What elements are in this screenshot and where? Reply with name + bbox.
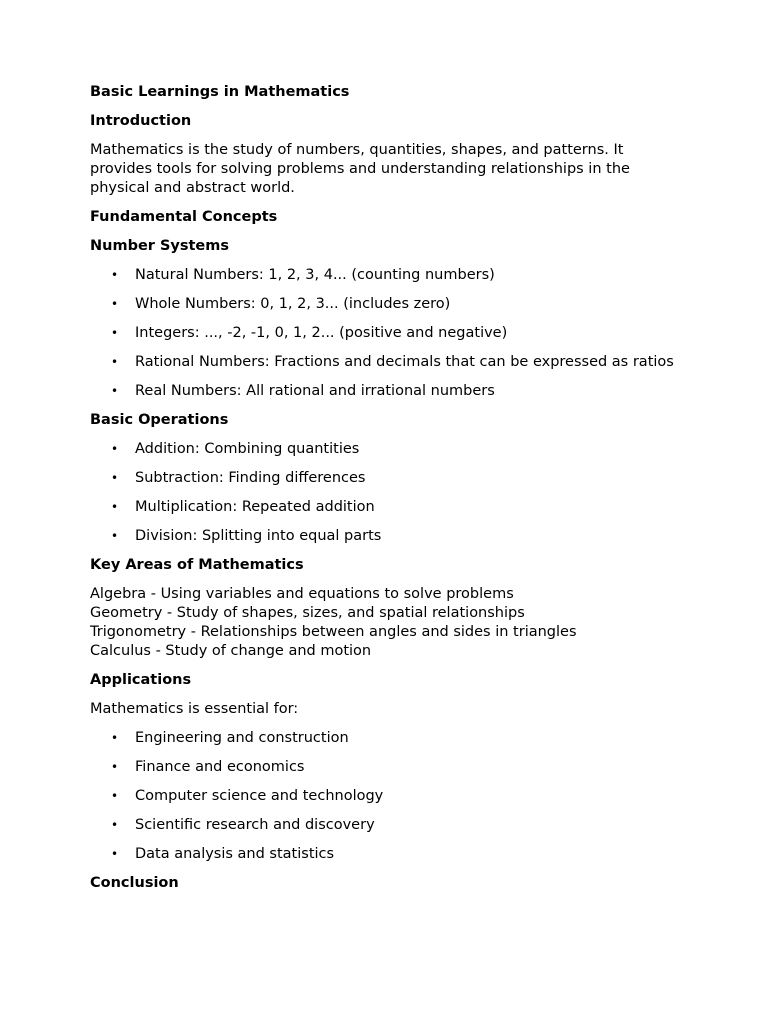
list-item-text: Engineering and construction — [135, 730, 349, 746]
key-areas-heading: Key Areas of Mathematics — [90, 557, 304, 573]
number-systems-list — [90, 266, 680, 401]
list-item-text: Multiplication: Repeated addition — [135, 499, 375, 515]
list-item-text: Finance and economics — [135, 759, 305, 775]
bullet-icon: • — [111, 471, 119, 485]
document-page — [90, 83, 680, 903]
list-item-text: Scientific research and discovery — [135, 817, 375, 833]
bullet-icon: • — [111, 384, 119, 398]
bullet-icon: • — [111, 818, 119, 832]
list-item-text: Real Numbers: All rational and irrational numbers — [135, 383, 495, 399]
key-areas-block — [90, 585, 680, 661]
fundamental-concepts-heading: Fundamental Concepts — [90, 209, 278, 225]
bullet-icon: • — [111, 847, 119, 861]
applications-heading: Applications — [90, 672, 192, 688]
introduction-heading: Introduction — [90, 113, 192, 129]
list-item — [90, 816, 680, 835]
applications-list — [90, 729, 680, 864]
bullet-icon: • — [111, 500, 119, 514]
list-item-text: Addition: Combining quantities — [135, 441, 360, 457]
key-area-line: Algebra - Using variables and equations to solve problems — [90, 586, 514, 602]
introduction-paragraph: Mathematics is the study of numbers, quantities, shapes, and patterns. It provides tools for solving problems and understanding relationships in the physical and abstract world. — [90, 142, 630, 196]
bullet-icon: • — [111, 355, 119, 369]
bullet-icon: • — [111, 442, 119, 456]
bullet-icon: • — [111, 326, 119, 340]
document-title: Basic Learnings in Mathematics — [90, 84, 350, 100]
list-item — [90, 295, 680, 314]
bullet-icon: • — [111, 297, 119, 311]
list-item — [90, 498, 680, 517]
bullet-icon: • — [111, 731, 119, 745]
basic-operations-list — [90, 440, 680, 546]
bullet-icon: • — [111, 268, 119, 282]
list-item — [90, 324, 680, 343]
list-item-text: Computer science and technology — [135, 788, 384, 804]
list-item — [90, 845, 680, 864]
list-item — [90, 729, 680, 748]
list-item — [90, 527, 680, 546]
list-item-text: Whole Numbers: 0, 1, 2, 3... (includes zero) — [135, 296, 451, 312]
key-area-line: Trigonometry - Relationships between angles and sides in triangles — [90, 624, 577, 640]
list-item — [90, 758, 680, 777]
key-area-line: Geometry - Study of shapes, sizes, and spatial relationships — [90, 605, 525, 621]
list-item — [90, 382, 680, 401]
key-area-line: Calculus - Study of change and motion — [90, 643, 372, 659]
bullet-icon: • — [111, 760, 119, 774]
list-item-text: Data analysis and statistics — [135, 846, 335, 862]
applications-intro: Mathematics is essential for: — [90, 701, 299, 717]
list-item-text: Subtraction: Finding differences — [135, 470, 366, 486]
list-item-text: Integers: ..., -2, -1, 0, 1, 2... (positive and negative) — [135, 325, 508, 341]
list-item-text: Natural Numbers: 1, 2, 3, 4... (counting numbers) — [135, 267, 495, 283]
list-item — [90, 440, 680, 459]
list-item — [90, 787, 680, 806]
list-item-text: Rational Numbers: Fractions and decimals that can be expressed as ratios — [135, 354, 674, 370]
list-item-text: Division: Splitting into equal parts — [135, 528, 382, 544]
bullet-icon: • — [111, 529, 119, 543]
bullet-icon: • — [111, 789, 119, 803]
list-item — [90, 266, 680, 285]
basic-operations-heading: Basic Operations — [90, 412, 229, 428]
number-systems-heading: Number Systems — [90, 238, 230, 254]
list-item — [90, 469, 680, 488]
conclusion-heading: Conclusion — [90, 875, 179, 891]
list-item — [90, 353, 680, 372]
